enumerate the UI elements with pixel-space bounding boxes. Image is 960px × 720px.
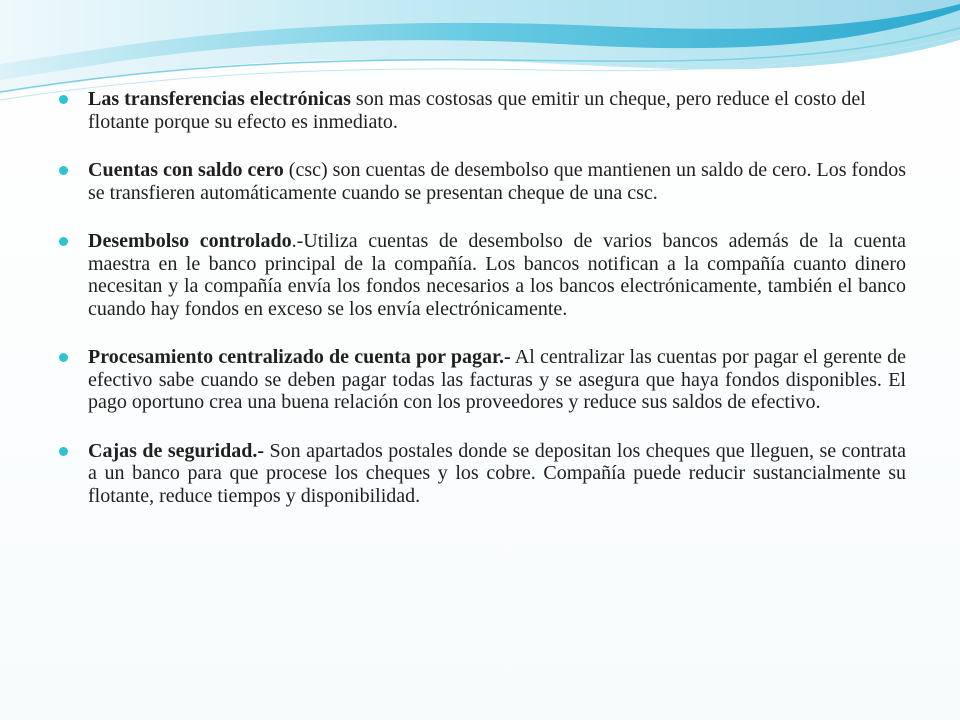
bullet-term: Cuentas con saldo cero	[88, 159, 284, 181]
bullet-item-cajas	[58, 440, 906, 508]
bullet-term: Procesamiento centralizado de cuenta por pagar.-	[88, 346, 511, 368]
bullet-dot-icon	[59, 166, 68, 175]
bullet-list	[58, 88, 906, 533]
bullet-term: Cajas de seguridad.-	[88, 439, 265, 462]
bullet-item-procesamiento	[58, 346, 906, 414]
bullet-text: son mas costosas que emitir un cheque, pero reduce el costo del flotante porque su efecto es inmediato.	[88, 88, 866, 133]
bullet-dot-icon	[59, 95, 68, 104]
bullet-text: .-Utiliza cuentas de desembolso de varios bancos además de la cuenta maestra en le banco principal de la compañía. Los bancos notifican a la compañía cuanto dinero necesitan y la compañía envía los fondos necesarios a los bancos electrónicamente, también el banco cuando hay fondos en exceso se los envía electrónicamente.	[88, 230, 906, 320]
bullet-text: (csc) son cuentas de desembolso que mantienen un saldo de cero. Los fondos se transfieren automáticamente cuando se presentan cheque de una csc.	[88, 159, 906, 204]
bullet-dot-icon	[59, 237, 68, 246]
bullet-text: Son apartados postales donde se depositan los cheques que lleguen, se contrata a un banco para que procese los cheques y los cobre. Compañía puede reducir sustancialmente su flotante, reduce tiempos y disponibilidad.	[88, 439, 907, 507]
bullet-dot-icon	[59, 353, 68, 362]
bullet-item-transferencias	[58, 88, 906, 133]
bullet-item-saldo-cero	[58, 159, 906, 204]
bullet-text: Al centralizar las cuentas por pagar el gerente de efectivo sabe cuando se deben pagar todas las facturas y se asegura que haya fondos disponibles. El pago oportuno crea una buena relación con los proveedores y reduce sus saldos de efectivo.	[88, 346, 907, 413]
bullet-item-desembolso	[58, 230, 906, 320]
bullet-dot-icon	[59, 447, 68, 456]
bullet-term: Desembolso controlado	[88, 230, 292, 252]
bullet-term: Las transferencias electrónicas	[88, 88, 351, 110]
